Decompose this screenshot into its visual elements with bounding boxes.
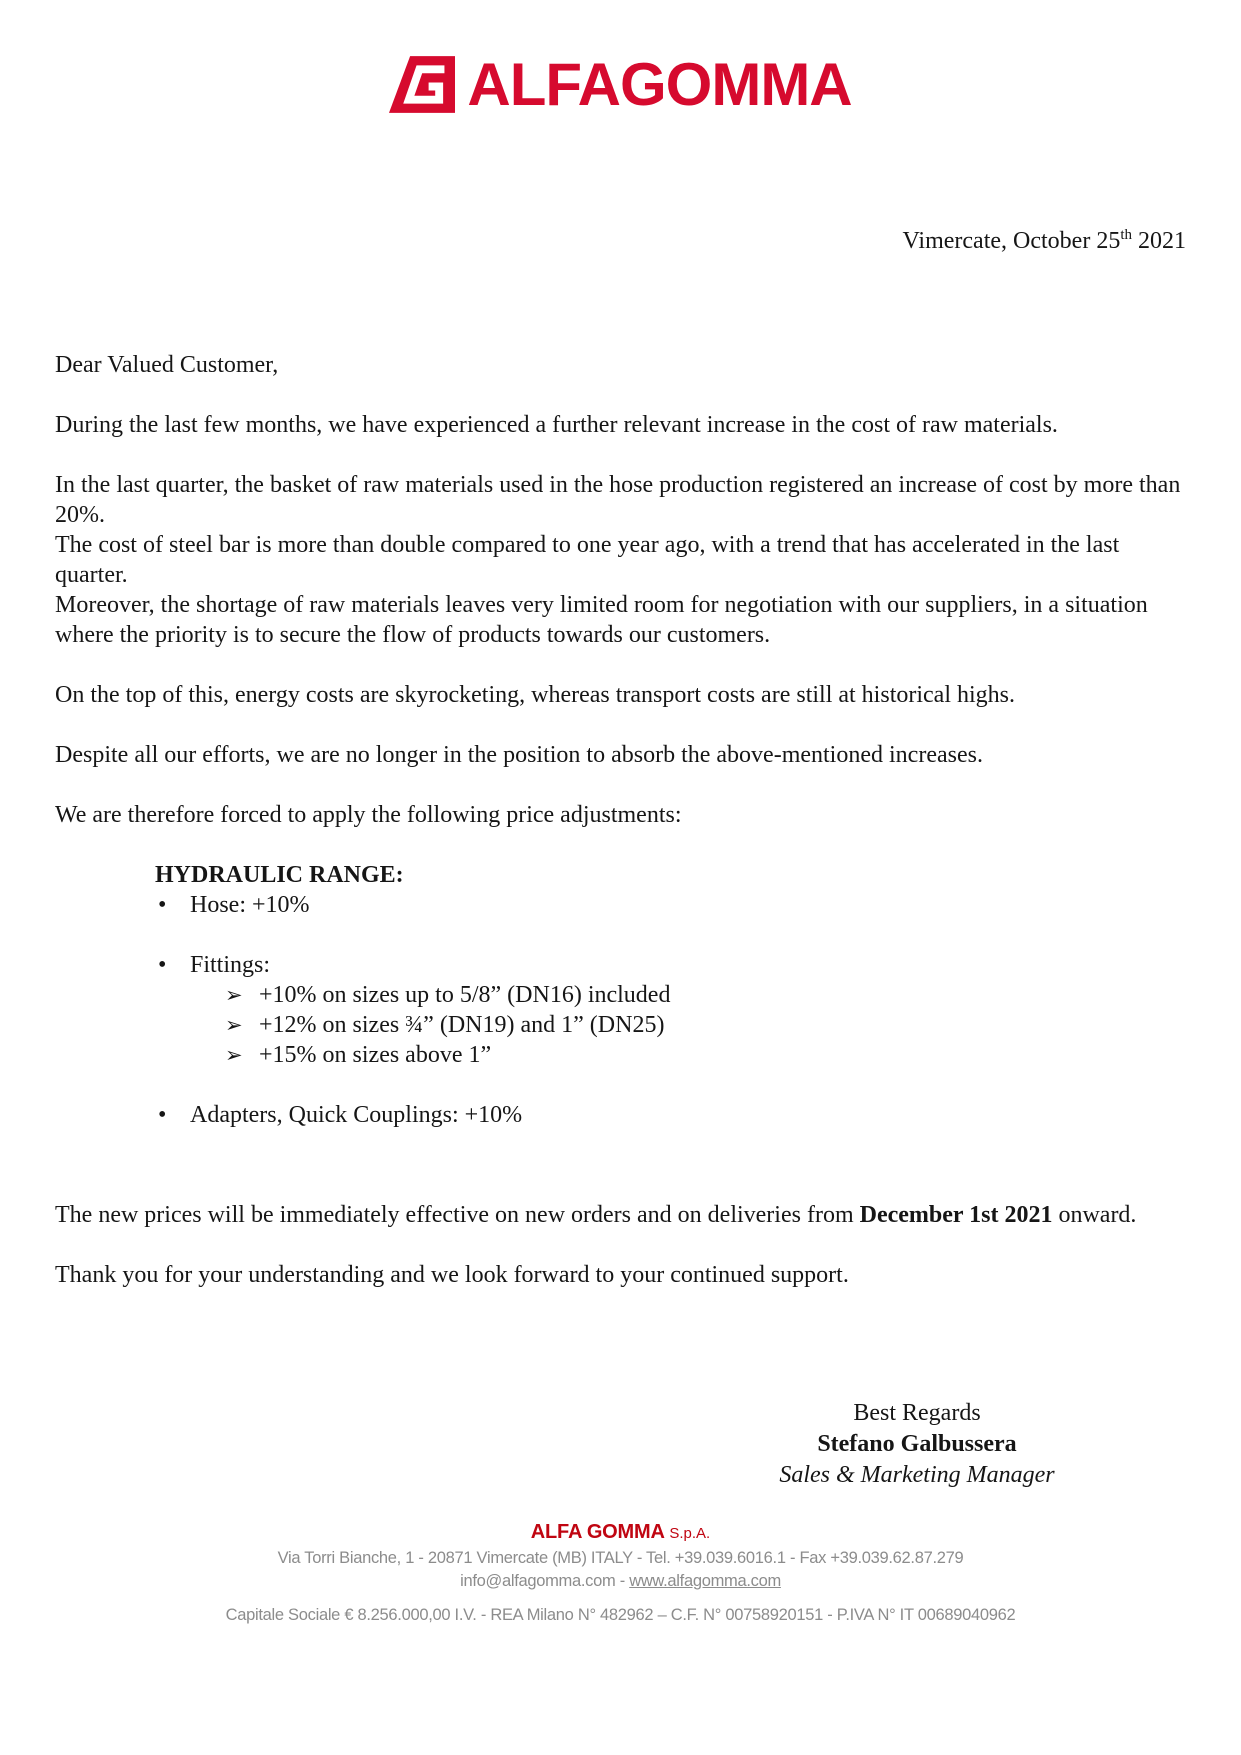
company-logo <box>55 52 1186 116</box>
list-item-label: Hose: +10% <box>190 892 310 918</box>
signature-name: Stefano Galbussera <box>817 1431 1017 1457</box>
list-item-label: Adapters, Quick Couplings: +10% <box>190 1102 523 1128</box>
sub-item-fittings-dn16 <box>225 980 1186 1010</box>
signature-regards: Best Regards <box>853 1400 981 1426</box>
bullet-icon: • <box>158 1102 167 1128</box>
paragraph-raw-materials: During the last few months, we have experienced a further relevant increase in the cost of raw materials. <box>55 412 1058 438</box>
footer-contacts <box>55 1570 1186 1593</box>
footer-company-name <box>55 1519 1186 1547</box>
date-text: Vimercate, October 25 <box>902 228 1121 254</box>
footer-address: Via Torri Bianche, 1 - 20871 Vimercate (MB) ITALY - Tel. +39.039.6016.1 - Fax +39.039.62.87.279 <box>277 1549 964 1567</box>
sentence-steel-bar: The cost of steel bar is more than double compared to one year ago, with a trend that has accelerated in the last quarter. <box>55 532 1120 588</box>
logo-wordmark: ALFAGOMMA <box>467 51 852 118</box>
sub-item-fittings-above-1in <box>225 1040 1186 1070</box>
paragraph-energy-costs: On the top of this, energy costs are skyrocketing, whereas transport costs are still at historical highs. <box>55 682 1015 708</box>
alfagomma-g-icon <box>389 56 455 113</box>
arrow-bullet-icon: ➢ <box>225 983 243 1007</box>
paragraph-absorb-increases: Despite all our efforts, we are no longer in the position to absorb the above-mentioned increases. <box>55 742 983 768</box>
sentence-shortage: Moreover, the shortage of raw materials leaves very limited room for negotiation with our suppliers, in a situation where the priority is to secure the flow of products towards our customers. <box>55 592 1148 648</box>
list-item-label: Fittings: <box>190 952 271 978</box>
bullet-icon: • <box>158 892 167 918</box>
signature-block <box>717 1398 1117 1491</box>
list-item-adapters <box>158 1100 1186 1130</box>
effective-date-bold: December 1st 2021 <box>859 1202 1053 1228</box>
sub-item-label: +10% on sizes up to 5/8” (DN16) included <box>259 982 671 1008</box>
effective-date-suffix: onward. <box>1052 1202 1137 1228</box>
footer-brand-suffix: S.p.A. <box>669 1525 711 1542</box>
date-line <box>55 220 1186 256</box>
paragraph-effective-date <box>55 1200 1186 1230</box>
signature-title: Sales & Marketing Manager <box>779 1462 1055 1488</box>
paragraph-price-adjustments-intro: We are therefore forced to apply the following price adjustments: <box>55 802 682 828</box>
footer-separator: - <box>615 1572 630 1590</box>
list-item-fittings <box>158 950 1186 980</box>
effective-date-prefix: The new prices will be immediately effective on new orders and on deliveries from <box>55 1202 860 1228</box>
sub-item-label: +12% on sizes ¾” (DN19) and 1” (DN25) <box>259 1012 665 1038</box>
salutation: Dear Valued Customer, <box>55 352 279 378</box>
price-adjustments-list <box>55 890 1186 1130</box>
sub-item-fittings-dn19-dn25 <box>225 1010 1186 1040</box>
hydraulic-range-heading: HYDRAULIC RANGE: <box>155 862 404 888</box>
letter-footer <box>55 1519 1186 1627</box>
paragraph-thanks: Thank you for your understanding and we look forward to your continued support. <box>55 1262 849 1288</box>
footer-capital-registration: Capitale Sociale € 8.256.000,00 I.V. - REA Milano N° 482962 – C.F. N° 00758920151 - P.IVA N° IT 00689040962 <box>225 1606 1016 1624</box>
arrow-bullet-icon: ➢ <box>225 1013 243 1037</box>
footer-email: info@alfagomma.com <box>460 1572 616 1590</box>
footer-brand-text: ALFA GOMMA <box>530 1521 664 1543</box>
list-item-hose <box>158 890 1186 920</box>
bullet-icon: • <box>158 952 167 978</box>
sentence-basket-increase: In the last quarter, the basket of raw materials used in the hose production registered an increase of cost by more than 20%. <box>55 472 1181 528</box>
date-ordinal-superscript: th <box>1120 227 1132 243</box>
paragraph-cost-details <box>55 470 1186 650</box>
footer-website-link[interactable]: www.alfagomma.com <box>629 1572 781 1590</box>
arrow-bullet-icon: ➢ <box>225 1043 243 1067</box>
sub-item-label: +15% on sizes above 1” <box>259 1042 492 1068</box>
date-year: 2021 <box>1132 228 1186 254</box>
